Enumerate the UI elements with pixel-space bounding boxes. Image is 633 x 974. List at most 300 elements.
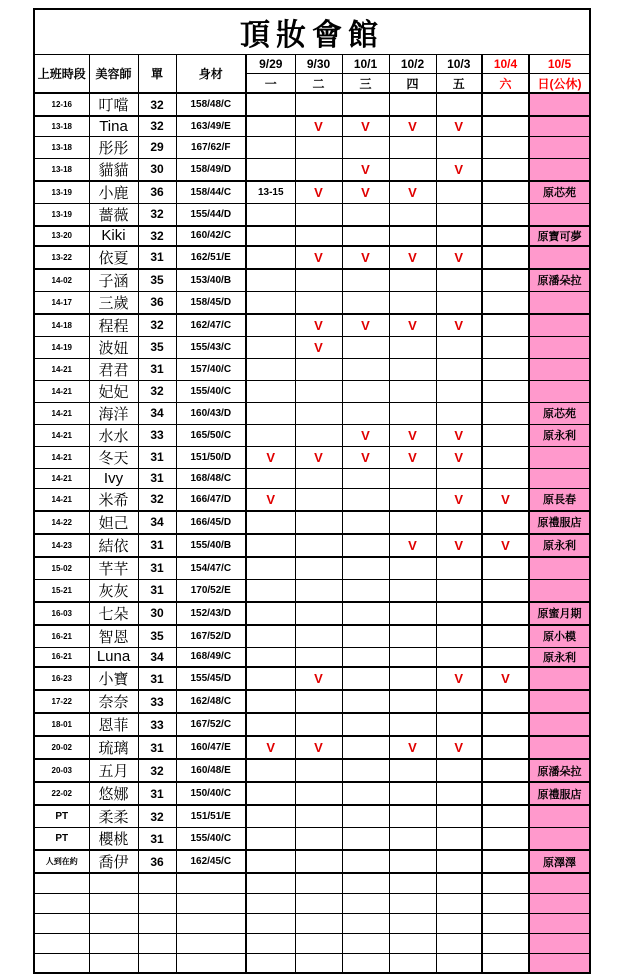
day-cell xyxy=(482,828,529,851)
day-cell xyxy=(436,850,482,873)
empty-row xyxy=(34,933,590,953)
beautician-name-cell: 三歲 xyxy=(89,291,138,314)
beautician-name-cell: 奈奈 xyxy=(89,690,138,713)
date-header-1002: 10/2 xyxy=(389,55,436,74)
day-cell xyxy=(389,782,436,805)
day-cell xyxy=(295,625,342,648)
day-cell xyxy=(389,402,436,424)
day-cell xyxy=(295,203,342,226)
shift-time-cell: PT xyxy=(34,828,89,851)
figure-cell: 168/48/C xyxy=(176,468,246,488)
day-cell xyxy=(295,850,342,873)
day-cell xyxy=(246,557,295,580)
figure-cell: 162/51/E xyxy=(176,246,246,269)
order-count-cell: 31 xyxy=(138,446,176,468)
order-count-cell: 30 xyxy=(138,158,176,181)
sunday-note-cell xyxy=(529,933,590,953)
day-cell xyxy=(389,805,436,828)
shift-time-cell: 16-23 xyxy=(34,667,89,690)
day-cell xyxy=(389,579,436,602)
sunday-note-cell xyxy=(529,713,590,736)
day-cell xyxy=(246,534,295,557)
day-cell xyxy=(482,93,529,116)
figure-cell: 155/43/C xyxy=(176,336,246,358)
schedule-row xyxy=(34,511,590,534)
day-cell xyxy=(295,953,342,973)
day-cell xyxy=(389,291,436,314)
day-cell xyxy=(246,759,295,782)
day-cell xyxy=(342,625,389,648)
sunday-note-cell xyxy=(529,828,590,851)
day-cell xyxy=(389,647,436,667)
sunday-note-cell xyxy=(529,557,590,580)
date-header-1005: 10/5 xyxy=(529,55,590,74)
availability-check-cell: V xyxy=(436,246,482,269)
figure-cell: 162/45/C xyxy=(176,850,246,873)
day-cell xyxy=(389,158,436,181)
day-cell xyxy=(295,534,342,557)
day-cell xyxy=(436,579,482,602)
day-cell xyxy=(342,782,389,805)
beautician-name-cell: 結依 xyxy=(89,534,138,557)
beautician-name-cell: 水水 xyxy=(89,424,138,446)
availability-check-cell: V xyxy=(295,336,342,358)
day-cell xyxy=(295,380,342,402)
schedule-row xyxy=(34,181,590,204)
figure-cell: 151/50/D xyxy=(176,446,246,468)
day-cell xyxy=(389,488,436,511)
availability-check-cell: V xyxy=(342,158,389,181)
day-cell xyxy=(246,158,295,181)
shift-time-cell xyxy=(34,873,89,893)
weekday-header-thu: 四 xyxy=(389,74,436,94)
day-cell xyxy=(436,933,482,953)
day-cell xyxy=(389,226,436,246)
order-count-cell: 35 xyxy=(138,336,176,358)
schedule-row xyxy=(34,336,590,358)
figure-cell: 158/45/D xyxy=(176,291,246,314)
shift-time-cell: 14-21 xyxy=(34,380,89,402)
order-count-cell: 33 xyxy=(138,424,176,446)
sunday-note-cell xyxy=(529,579,590,602)
day-cell xyxy=(295,269,342,292)
day-cell xyxy=(246,116,295,136)
figure-cell: 153/40/B xyxy=(176,269,246,292)
weekday-header-fri: 五 xyxy=(436,74,482,94)
order-count-cell: 31 xyxy=(138,736,176,759)
day-cell xyxy=(342,488,389,511)
day-cell xyxy=(482,226,529,246)
day-cell xyxy=(436,336,482,358)
sunday-note-cell xyxy=(529,893,590,913)
beautician-name-cell: 程程 xyxy=(89,314,138,337)
day-cell xyxy=(482,246,529,269)
availability-check-cell: V xyxy=(295,667,342,690)
day-cell xyxy=(389,690,436,713)
figure-cell: 160/47/E xyxy=(176,736,246,759)
shift-time-cell: 12-16 xyxy=(34,93,89,116)
availability-check-cell: V xyxy=(389,246,436,269)
day-cell xyxy=(246,625,295,648)
day-cell xyxy=(246,667,295,690)
date-header-1003: 10/3 xyxy=(436,55,482,74)
day-cell xyxy=(389,358,436,380)
figure-cell: 168/49/C xyxy=(176,647,246,667)
availability-check-cell: V xyxy=(295,181,342,204)
day-cell xyxy=(295,893,342,913)
day-cell xyxy=(295,805,342,828)
availability-check-cell: V xyxy=(389,181,436,204)
shift-time-cell: 13-18 xyxy=(34,116,89,136)
day-cell xyxy=(436,913,482,933)
availability-check-cell: V xyxy=(436,534,482,557)
day-cell xyxy=(342,136,389,158)
day-cell xyxy=(389,468,436,488)
day-cell xyxy=(389,93,436,116)
day-cell xyxy=(295,93,342,116)
availability-check-cell: V xyxy=(389,534,436,557)
sunday-note-cell xyxy=(529,913,590,933)
order-count-cell xyxy=(138,933,176,953)
day-cell xyxy=(295,511,342,534)
figure-cell: 155/45/D xyxy=(176,667,246,690)
availability-check-cell: V xyxy=(436,116,482,136)
order-count-cell: 30 xyxy=(138,602,176,625)
day-cell xyxy=(246,953,295,973)
day-cell xyxy=(295,828,342,851)
day-cell xyxy=(482,850,529,873)
day-cell xyxy=(389,625,436,648)
figure-cell xyxy=(176,873,246,893)
day-cell xyxy=(342,203,389,226)
day-cell xyxy=(436,782,482,805)
order-count-cell: 31 xyxy=(138,468,176,488)
beautician-name-cell: Kiki xyxy=(89,226,138,246)
day-cell xyxy=(246,336,295,358)
beautician-name-cell: 依夏 xyxy=(89,246,138,269)
date-header-0930: 9/30 xyxy=(295,55,342,74)
sunday-note-cell: 原潘朵拉 xyxy=(529,759,590,782)
day-cell xyxy=(295,873,342,893)
availability-check-cell: V xyxy=(342,246,389,269)
beautician-name-cell: 彤彤 xyxy=(89,136,138,158)
sunday-note-cell xyxy=(529,158,590,181)
order-count-cell: 32 xyxy=(138,314,176,337)
figure-cell: 160/42/C xyxy=(176,226,246,246)
schedule-row xyxy=(34,759,590,782)
day-cell xyxy=(295,602,342,625)
figure-cell: 158/44/C xyxy=(176,181,246,204)
sunday-note-cell xyxy=(529,116,590,136)
beautician-name-cell: 五月 xyxy=(89,759,138,782)
col-header-shift-time: 上班時段 xyxy=(34,55,89,94)
availability-check-cell: V xyxy=(295,314,342,337)
day-cell xyxy=(342,358,389,380)
day-cell xyxy=(436,93,482,116)
order-count-cell: 31 xyxy=(138,667,176,690)
figure-cell: 152/43/D xyxy=(176,602,246,625)
empty-row xyxy=(34,953,590,973)
beautician-name-cell: 恩菲 xyxy=(89,713,138,736)
shift-time-cell xyxy=(34,893,89,913)
figure-cell: 167/62/F xyxy=(176,136,246,158)
order-count-cell: 34 xyxy=(138,647,176,667)
day-cell xyxy=(389,893,436,913)
day-cell xyxy=(389,850,436,873)
sunday-note-cell: 原長春 xyxy=(529,488,590,511)
day-cell xyxy=(246,424,295,446)
day-cell xyxy=(342,736,389,759)
figure-cell xyxy=(176,893,246,913)
figure-cell: 150/40/C xyxy=(176,782,246,805)
day-cell xyxy=(482,805,529,828)
day-cell xyxy=(436,828,482,851)
availability-check-cell: V xyxy=(342,181,389,204)
figure-cell: 166/47/D xyxy=(176,488,246,511)
day-cell xyxy=(246,291,295,314)
title-row xyxy=(34,9,590,55)
day-cell xyxy=(342,647,389,667)
day-cell xyxy=(436,759,482,782)
beautician-name-cell: 海洋 xyxy=(89,402,138,424)
schedule-row xyxy=(34,158,590,181)
availability-check-cell: V xyxy=(436,158,482,181)
col-header-order: 單 xyxy=(138,55,176,94)
day-cell xyxy=(342,93,389,116)
weekday-header-wed: 三 xyxy=(342,74,389,94)
schedule-row xyxy=(34,136,590,158)
sunday-note-cell xyxy=(529,291,590,314)
day-cell xyxy=(246,828,295,851)
day-cell xyxy=(295,759,342,782)
schedule-body xyxy=(34,93,590,973)
sunday-note-cell xyxy=(529,358,590,380)
order-count-cell: 32 xyxy=(138,203,176,226)
availability-check-cell: V xyxy=(246,488,295,511)
availability-check-cell: V xyxy=(436,446,482,468)
shift-time-cell: 14-21 xyxy=(34,402,89,424)
day-cell xyxy=(482,358,529,380)
availability-check-cell: V xyxy=(482,488,529,511)
day-cell xyxy=(436,468,482,488)
day-cell xyxy=(342,291,389,314)
day-cell xyxy=(342,667,389,690)
day-cell xyxy=(482,511,529,534)
col-header-figure: 身材 xyxy=(176,55,246,94)
day-cell xyxy=(246,602,295,625)
availability-check-cell: V xyxy=(342,424,389,446)
day-cell xyxy=(389,380,436,402)
day-cell xyxy=(295,782,342,805)
beautician-name-cell: 喬伊 xyxy=(89,850,138,873)
day-cell xyxy=(342,579,389,602)
day-cell xyxy=(436,953,482,973)
figure-cell xyxy=(176,953,246,973)
schedule-row xyxy=(34,93,590,116)
figure-cell: 158/49/D xyxy=(176,158,246,181)
availability-check-cell: V xyxy=(436,488,482,511)
day-cell xyxy=(246,380,295,402)
sunday-note-cell xyxy=(529,446,590,468)
shift-time-cell: 20-03 xyxy=(34,759,89,782)
sunday-note-cell: 原芯苑 xyxy=(529,402,590,424)
day-cell xyxy=(246,690,295,713)
order-count-cell: 31 xyxy=(138,246,176,269)
shift-time-cell: 14-02 xyxy=(34,269,89,292)
figure-cell: 151/51/E xyxy=(176,805,246,828)
day-cell xyxy=(436,602,482,625)
day-cell xyxy=(389,759,436,782)
order-count-cell: 34 xyxy=(138,511,176,534)
weekday-header-mon: 一 xyxy=(246,74,295,94)
schedule-row xyxy=(34,557,590,580)
figure-cell: 162/48/C xyxy=(176,690,246,713)
day-cell xyxy=(246,579,295,602)
figure-cell: 155/40/C xyxy=(176,828,246,851)
day-cell xyxy=(342,873,389,893)
order-count-cell: 32 xyxy=(138,805,176,828)
day-cell xyxy=(246,269,295,292)
day-cell xyxy=(482,782,529,805)
shift-time-cell xyxy=(34,953,89,973)
order-count-cell: 35 xyxy=(138,269,176,292)
day-cell xyxy=(482,116,529,136)
order-count-cell xyxy=(138,893,176,913)
day-cell xyxy=(295,647,342,667)
schedule-row xyxy=(34,713,590,736)
day-cell xyxy=(246,136,295,158)
sunday-note-cell xyxy=(529,873,590,893)
beautician-name-cell: 君君 xyxy=(89,358,138,380)
sunday-note-cell xyxy=(529,336,590,358)
day-cell xyxy=(436,557,482,580)
beautician-name-cell: 灰灰 xyxy=(89,579,138,602)
day-cell xyxy=(482,468,529,488)
day-cell xyxy=(342,602,389,625)
order-count-cell: 36 xyxy=(138,291,176,314)
day-cell xyxy=(246,893,295,913)
empty-row xyxy=(34,893,590,913)
day-cell xyxy=(342,534,389,557)
day-cell xyxy=(436,269,482,292)
order-count-cell: 32 xyxy=(138,226,176,246)
day-cell xyxy=(389,136,436,158)
order-count-cell: 31 xyxy=(138,828,176,851)
sunday-note-cell: 原永利 xyxy=(529,424,590,446)
shift-time-cell: 18-01 xyxy=(34,713,89,736)
sunday-note-cell xyxy=(529,667,590,690)
beautician-name-cell: 芊芊 xyxy=(89,557,138,580)
day-cell xyxy=(342,953,389,973)
availability-check-cell: V xyxy=(482,667,529,690)
day-cell xyxy=(482,713,529,736)
shift-time-cell: 14-21 xyxy=(34,468,89,488)
sunday-note-cell xyxy=(529,246,590,269)
figure-cell: 155/40/B xyxy=(176,534,246,557)
beautician-name-cell: 妃妃 xyxy=(89,380,138,402)
day-cell xyxy=(482,380,529,402)
availability-check-cell: V xyxy=(482,534,529,557)
day-cell xyxy=(436,713,482,736)
day-cell xyxy=(482,579,529,602)
shift-time-cell xyxy=(34,933,89,953)
figure-cell: 158/48/C xyxy=(176,93,246,116)
figure-cell: 155/44/D xyxy=(176,203,246,226)
shift-time-cell: 17-22 xyxy=(34,690,89,713)
day-cell xyxy=(389,828,436,851)
beautician-name-cell: 米希 xyxy=(89,488,138,511)
sunday-note-cell: 原澤澤 xyxy=(529,850,590,873)
shift-time-cell: 16-21 xyxy=(34,625,89,648)
day-cell xyxy=(295,424,342,446)
day-cell xyxy=(342,759,389,782)
order-count-cell: 32 xyxy=(138,380,176,402)
order-count-cell: 32 xyxy=(138,116,176,136)
empty-row xyxy=(34,913,590,933)
schedule-row xyxy=(34,203,590,226)
schedule-row xyxy=(34,736,590,759)
sunday-note-cell xyxy=(529,93,590,116)
schedule-row xyxy=(34,424,590,446)
order-count-cell: 35 xyxy=(138,625,176,648)
schedule-row xyxy=(34,534,590,557)
day-cell xyxy=(342,828,389,851)
day-cell xyxy=(389,203,436,226)
availability-check-cell: V xyxy=(295,446,342,468)
sunday-note-cell: 原芯苑 xyxy=(529,181,590,204)
figure-cell: 154/47/C xyxy=(176,557,246,580)
day-cell xyxy=(436,136,482,158)
sunday-note-cell xyxy=(529,203,590,226)
order-count-cell xyxy=(138,953,176,973)
order-count-cell: 29 xyxy=(138,136,176,158)
schedule-row xyxy=(34,468,590,488)
sunday-note-cell: 原寶可夢 xyxy=(529,226,590,246)
schedule-row xyxy=(34,380,590,402)
day-cell xyxy=(246,913,295,933)
order-count-cell: 32 xyxy=(138,93,176,116)
sunday-note-cell xyxy=(529,468,590,488)
day-cell xyxy=(482,625,529,648)
day-cell xyxy=(246,805,295,828)
col-header-beautician: 美容師 xyxy=(89,55,138,94)
order-count-cell: 36 xyxy=(138,850,176,873)
day-cell xyxy=(342,511,389,534)
sunday-note-cell xyxy=(529,690,590,713)
availability-check-cell: V xyxy=(436,667,482,690)
beautician-name-cell: 子涵 xyxy=(89,269,138,292)
sunday-note-cell xyxy=(529,380,590,402)
weekday-header-sun-holiday: 日(公休) xyxy=(529,74,590,94)
day-cell xyxy=(295,358,342,380)
shift-time-cell: 14-21 xyxy=(34,488,89,511)
schedule-row xyxy=(34,269,590,292)
day-cell xyxy=(342,713,389,736)
day-cell xyxy=(482,759,529,782)
shift-time-cell: 14-21 xyxy=(34,358,89,380)
availability-check-cell: V xyxy=(295,116,342,136)
beautician-name-cell: 小鹿 xyxy=(89,181,138,204)
day-cell xyxy=(246,314,295,337)
day-cell xyxy=(295,690,342,713)
figure-cell: 167/52/D xyxy=(176,625,246,648)
availability-check-cell: V xyxy=(436,314,482,337)
day-cell xyxy=(389,913,436,933)
day-cell xyxy=(295,579,342,602)
schedule-row xyxy=(34,850,590,873)
availability-check-cell: V xyxy=(342,116,389,136)
order-count-cell: 31 xyxy=(138,534,176,557)
